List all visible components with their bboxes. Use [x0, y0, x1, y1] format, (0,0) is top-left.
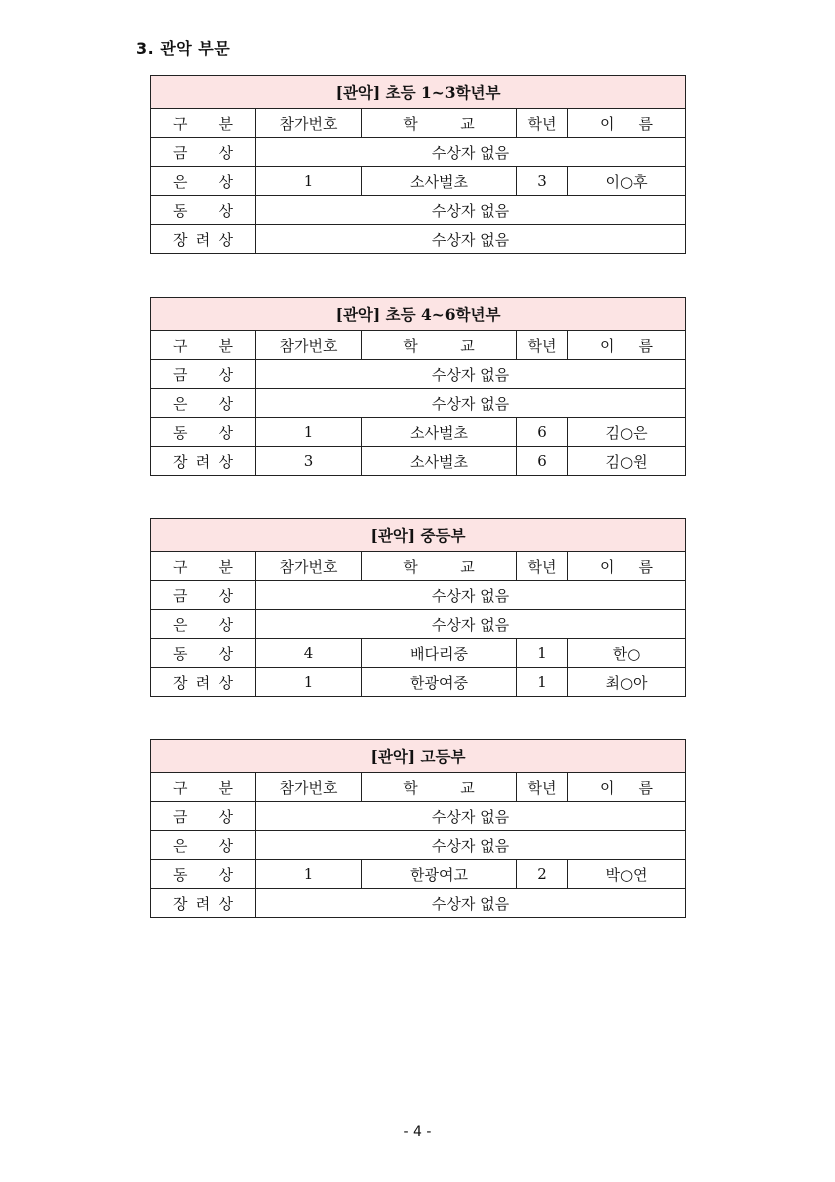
entry-number-cell: 1	[256, 167, 362, 196]
column-header: 이 름	[568, 331, 686, 360]
column-header: 참가번호	[256, 773, 362, 802]
table-row	[151, 389, 686, 418]
grade-cell: 6	[517, 447, 568, 476]
entry-number-cell: 1	[256, 418, 362, 447]
name-cell: 최○아	[568, 668, 686, 697]
column-header: 학년	[517, 552, 568, 581]
header-row	[151, 109, 686, 138]
name-cell: 박○연	[568, 860, 686, 889]
grade-cell: 2	[517, 860, 568, 889]
award-cell: 금 상	[151, 802, 256, 831]
column-header: 학 교	[362, 773, 517, 802]
award-table	[150, 75, 686, 254]
award-cell: 장 려 상	[151, 225, 256, 254]
grade-cell: 6	[517, 418, 568, 447]
award-cell: 동 상	[151, 639, 256, 668]
table-row	[151, 639, 686, 668]
column-header: 이 름	[568, 552, 686, 581]
entry-number-cell: 4	[256, 639, 362, 668]
header-row	[151, 773, 686, 802]
table-row	[151, 610, 686, 639]
entry-number-cell: 1	[256, 860, 362, 889]
table-row	[151, 360, 686, 389]
award-cell: 금 상	[151, 581, 256, 610]
table-row	[151, 860, 686, 889]
award-cell: 동 상	[151, 418, 256, 447]
award-cell: 은 상	[151, 389, 256, 418]
school-cell: 소사벌초	[362, 167, 517, 196]
column-header: 학년	[517, 331, 568, 360]
table-row	[151, 447, 686, 476]
school-cell: 소사벌초	[362, 418, 517, 447]
table-row	[151, 581, 686, 610]
award-cell: 금 상	[151, 138, 256, 167]
column-header: 참가번호	[256, 109, 362, 138]
column-header: 구 분	[151, 331, 256, 360]
table-row	[151, 418, 686, 447]
award-table	[150, 518, 686, 697]
column-header: 구 분	[151, 552, 256, 581]
no-winner-cell: 수상자 없음	[256, 389, 686, 418]
table-title: [관악] 초등 4~6학년부	[151, 298, 686, 331]
school-cell: 한광여고	[362, 860, 517, 889]
column-header: 구 분	[151, 773, 256, 802]
column-header: 이 름	[568, 109, 686, 138]
header-row	[151, 552, 686, 581]
no-winner-cell: 수상자 없음	[256, 360, 686, 389]
column-header: 학년	[517, 109, 568, 138]
table-row	[151, 889, 686, 918]
name-cell: 한○	[568, 639, 686, 668]
no-winner-cell: 수상자 없음	[256, 831, 686, 860]
award-cell: 동 상	[151, 860, 256, 889]
table-title: [관악] 초등 1~3학년부	[151, 76, 686, 109]
column-header: 학 교	[362, 552, 517, 581]
table-title: [관악] 중등부	[151, 519, 686, 552]
header-row	[151, 331, 686, 360]
column-header: 학 교	[362, 331, 517, 360]
no-winner-cell: 수상자 없음	[256, 225, 686, 254]
column-header: 참가번호	[256, 331, 362, 360]
award-cell: 동 상	[151, 196, 256, 225]
grade-cell: 1	[517, 639, 568, 668]
table-row	[151, 167, 686, 196]
name-cell: 김○원	[568, 447, 686, 476]
award-cell: 장 려 상	[151, 668, 256, 697]
column-header: 구 분	[151, 109, 256, 138]
no-winner-cell: 수상자 없음	[256, 581, 686, 610]
grade-cell: 3	[517, 167, 568, 196]
table-row	[151, 138, 686, 167]
table-title: [관악] 고등부	[151, 740, 686, 773]
column-header: 참가번호	[256, 552, 362, 581]
award-cell: 은 상	[151, 831, 256, 860]
school-cell: 한광여중	[362, 668, 517, 697]
table-row	[151, 668, 686, 697]
no-winner-cell: 수상자 없음	[256, 802, 686, 831]
grade-cell: 1	[517, 668, 568, 697]
school-cell: 배다리중	[362, 639, 517, 668]
award-cell: 장 려 상	[151, 889, 256, 918]
column-header: 학 교	[362, 109, 517, 138]
column-header: 이 름	[568, 773, 686, 802]
page-number: - 4 -	[403, 1124, 432, 1140]
name-cell: 김○은	[568, 418, 686, 447]
award-table	[150, 297, 686, 476]
section-title: 3. 관악 부문	[136, 39, 231, 58]
table-row	[151, 802, 686, 831]
no-winner-cell: 수상자 없음	[256, 138, 686, 167]
table-row	[151, 225, 686, 254]
award-table	[150, 739, 686, 918]
award-cell: 금 상	[151, 360, 256, 389]
name-cell: 이○후	[568, 167, 686, 196]
school-cell: 소사벌초	[362, 447, 517, 476]
table-row	[151, 831, 686, 860]
entry-number-cell: 3	[256, 447, 362, 476]
entry-number-cell: 1	[256, 668, 362, 697]
award-cell: 은 상	[151, 610, 256, 639]
table-row	[151, 196, 686, 225]
no-winner-cell: 수상자 없음	[256, 610, 686, 639]
award-cell: 장 려 상	[151, 447, 256, 476]
award-cell: 은 상	[151, 167, 256, 196]
no-winner-cell: 수상자 없음	[256, 889, 686, 918]
column-header: 학년	[517, 773, 568, 802]
no-winner-cell: 수상자 없음	[256, 196, 686, 225]
